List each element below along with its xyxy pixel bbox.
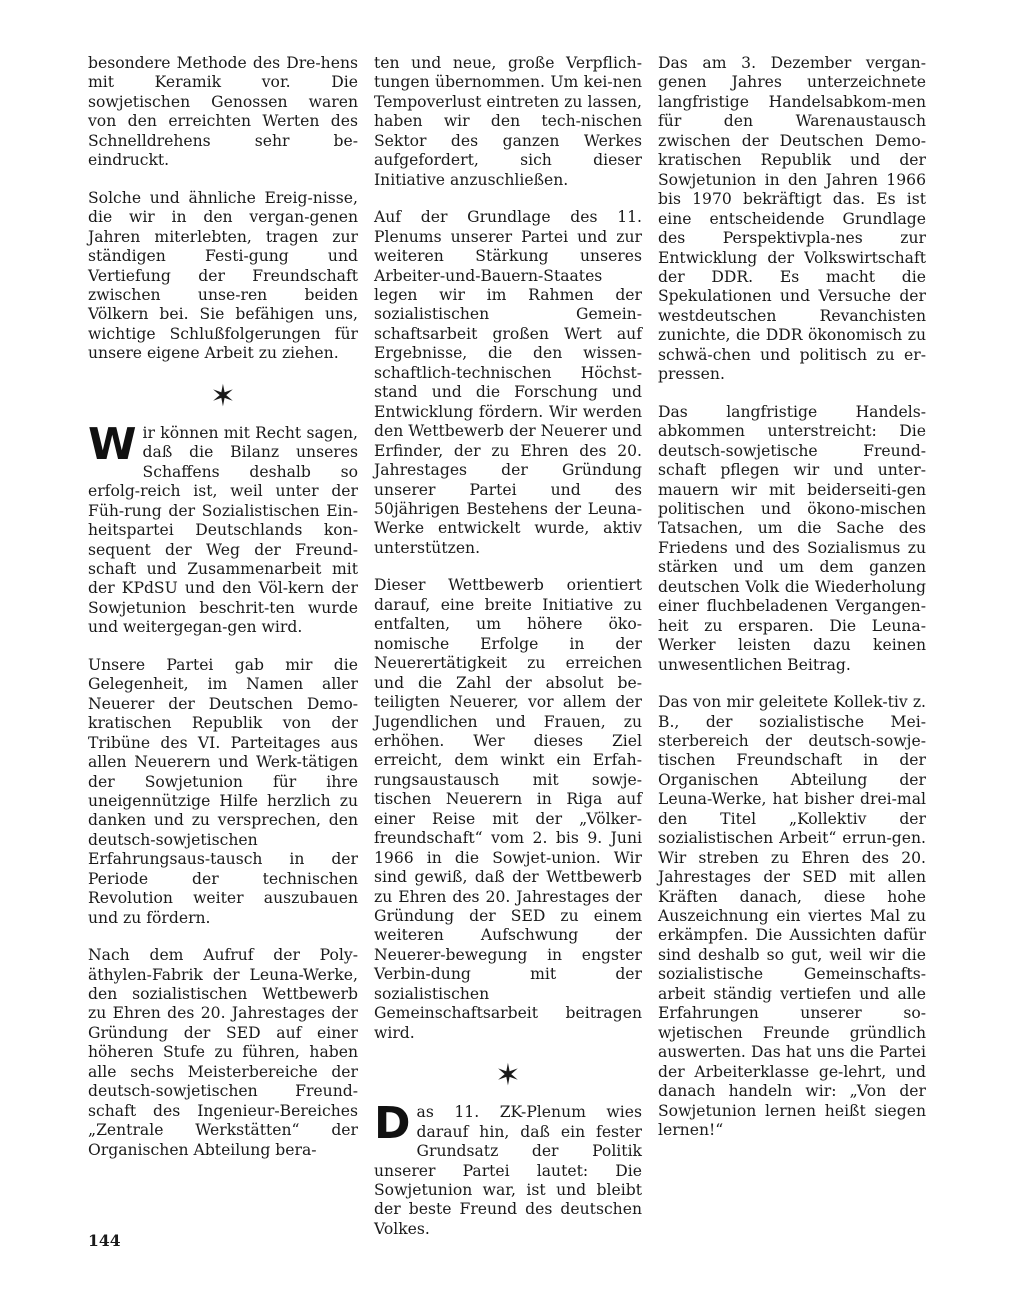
page-number: 144	[88, 1231, 121, 1250]
paragraph: Dieser Wettbewerb orientiert darauf, eine breite Initiative zu entfalten, um höhere öko-nomische Erfolge in der Neuerertätigkeit zu erreichen und die Zahl der absolut be-teiligten Neuerer, vor allem der Jugendlichen und Frauen, zu erhöhen. Wer dieses Ziel erreicht, dem winkt ein Erfah-rungsaustausch mit sowje-tischen Neuerern in Riga auf einer Reise mit der „Völker-freundschaft“ vom 2. bis 9. Juni 1966 in die Sowjet-union. Wir sind gewiß, daß der Wettbewerb zu Ehren des 20. Jahrestages der Gründung der SED zu einem weiteren Aufschwung der Neuerer-bewegung in engster Verbin-dung mit der sozialistischen Gemeinschaftsarbeit beitragen wird.	[374, 576, 642, 1042]
column-1	[88, 54, 358, 1178]
column-2	[374, 54, 642, 1257]
paragraph: ten und neue, große Verpflich-tungen übernommen. Um kei-nen Tempoverlust eintreten zu lassen, haben wir den tech-nischen Sektor des ganzen Werkes aufgefordert, sich dieser Initiative anzuschließen.	[374, 54, 642, 189]
paragraph-text: ir können mit Recht sagen, daß die Bilanz unseres Schaffens deshalb so erfolg-reich ist, weil unter der Füh-rung der Sozialistischen Ein-heitspartei Deutschlands kon-sequent der Weg der Freund-schaft und Zusammenarbeit mit der KPdSU und den Völ-kern der Sowjetunion beschrit-ten wurde und weitergegan-gen wird.	[88, 423, 358, 637]
drop-cap: W	[88, 418, 137, 470]
paragraph: besondere Methode des Dre-hens mit Keramik vor. Die sowjetischen Genossen waren von den erreichten Werten des Schnelldrehens sehr be-eindruckt.	[88, 54, 358, 170]
paragraph: Das am 3. Dezember vergan-genen Jahres unterzeichnete langfristige Handelsabkom-men für den Warenaustausch zwischen der Deutschen Demo-kratischen Republik und der Sowjetunion in den Jahren 1966 bis 1970 bekräftigt das. Es ist eine entscheidende Grundlage des Perspektivpla-nes zur Entwicklung der Volkswirtschaft der DDR. Es macht die Spekulationen und Versuche der westdeutschen Revanchisten zunichte, die DDR ökonomisch zu schwä-chen und politisch zu er-pressen.	[658, 54, 926, 384]
column-3	[658, 54, 926, 1158]
paragraph: Solche und ähnliche Ereig-nisse, die wir in den vergan-genen Jahren miterlebten, tragen zur ständigen Festi-gung und Vertiefung der Freundschaft zwischen unse-ren beiden Völkern bei. Sie befähigen uns, wichtige Schlußfolgerungen für unsere eigene Arbeit zu ziehen.	[88, 188, 358, 363]
paragraph: Unsere Partei gab mir die Gelegenheit, im Namen aller Neuerer der Deutschen Demo-kratischen Republik von der Tribüne des VI. Parteitages aus allen Neuerern und Werk-tätigen der Sowjetunion für ihre uneigennützige Hilfe herzlich zu danken und zu versprechen, den deutsch-sowjetischen Erfahrungsaus-tausch in der Periode der technischen Revolution weiter auszubauen und zu fördern.	[88, 655, 358, 927]
section-separator-star: ✶	[495, 1058, 521, 1094]
paragraph: Nach dem Aufruf der Poly-äthylen-Fabrik der Leuna-Werke, den sozialistischen Wettbewerb zu Ehren des 20. Jahrestages der Gründung der SED auf einer höheren Stufe zu führen, haben alle sechs Meisterbereiche der deutsch-sowjetischen Freund-schaft des Ingenieur-Bereiches „Zentrale Werkstätten“ der Organischen Abteilung bera-	[88, 946, 358, 1159]
section-separator-star: ✶	[210, 378, 236, 414]
drop-cap: D	[374, 1098, 411, 1150]
paragraph-with-dropcap	[374, 1098, 642, 1239]
paragraph: Das von mir geleitete Kollek-tiv z. B., der sozialistische Mei-sterbereich der deutsch-sowje-tischen Freundschaft in der Organischen Abteilung der Leuna-Werke, hat bisher drei-mal den Titel „Kollektiv der sozialistischen Arbeit“ errun-gen. Wir streben zu Ehren des 20. Jahrestages der SED mit allen Kräften danach, diese hohe Auszeichnung ein viertes Mal zu erkämpfen. Die Aussichten dafür sind deshalb so gut, weil wir die sozialistische Gemeinschafts-arbeit ständig vertiefen und alle Erfahrungen unserer so-wjetischen Freunde gründlich auswerten. Das hat uns die Partei der Arbeiterklasse ge-lehrt, und danach handeln wir: „Von der Sowjetunion lernen heißt siegen lernen!“	[658, 693, 926, 1140]
paragraph: Auf der Grundlage des 11. Plenums unserer Partei und zur weiteren Stärkung unseres Arbeiter-und-Bauern-Staates legen wir im Rahmen der sozialistischen Gemein-schaftsarbeit großen Wert auf Ergebnisse, die den wissen-schaftlich-technischen Höchst-stand und die Forschung und Entwicklung fördern. Wir werden den Wettbewerb der Neuerer und Erfinder, der zu Ehren des 20. Jahrestages der Gründung unserer Partei und des 50jährigen Bestehens der Leuna-Werke entwickelt wurde, aktiv unterstützen.	[374, 208, 642, 557]
paragraph-with-dropcap	[88, 418, 358, 638]
paragraph: Das langfristige Handels-abkommen unterstreicht: Die deutsch-sowjetische Freund-schaft pflegen wir und unter-mauern wir mit beiderseiti-gen politischen und ökono-mischen Tatsachen, um die Sache des Friedens und des Sozialismus zu stärken und um dem ganzen deutschen Volk die Wiederholung einer fluchbeladenen Vergangen-heit zu ersparen. Die Leuna-Werker leisten dazu keinen unwesentlichen Beitrag.	[658, 402, 926, 674]
paragraph-text: as 11. ZK-Plenum wies darauf hin, daß ein fester Grundsatz der Politik unserer Partei lautet: Die Sowjetunion war, ist und bleibt der beste Freund des deutschen Volkes.	[374, 1103, 642, 1238]
